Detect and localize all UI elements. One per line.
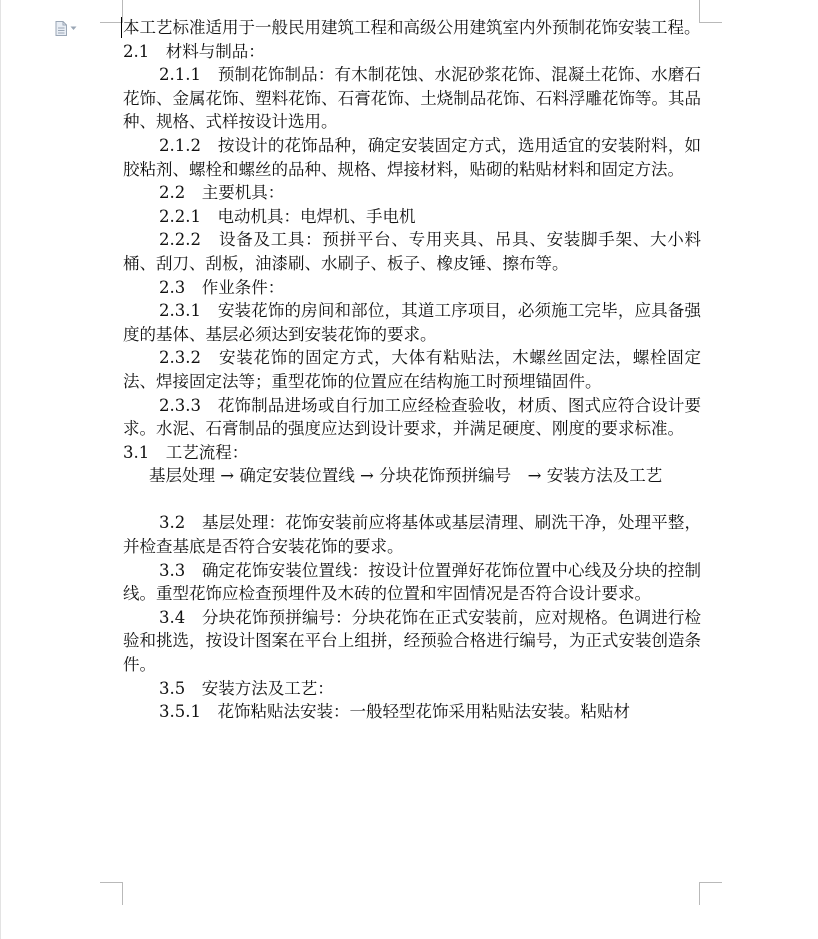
crop-mark-bottom-left <box>100 882 123 905</box>
crop-mark-top-left <box>100 0 123 23</box>
paragraph-2-1-2: 2.1.2 按设计的花饰品种，确定安装固定方式，选用适宜的安装附料，如胶粘剂、螺栓和螺丝的品种、规格、焊接材料，贴砌的粘贴材料和固定方法。 <box>123 135 701 179</box>
paragraph-2-2-1: 2.2.1 电动机具：电焊机、手电机 <box>159 206 416 226</box>
heading-3-5: 3.5 安装方法及工艺： <box>159 678 334 698</box>
document-body[interactable] <box>123 16 701 724</box>
paragraph-2-2-2: 2.2.2 设备及工具：预拼平台、专用夹具、吊具、安装脚手架、大小料桶、刮刀、刮板，油漆刷、水刷子、板子、橡皮锤、擦布等。 <box>123 230 701 273</box>
heading-2-2: 2.2 主要机具： <box>159 183 285 203</box>
paragraph-3-5-1: 3.5.1 花饰粘贴法安装：一般轻型花饰采用粘贴法安装。粘贴材 <box>159 702 630 722</box>
paragraph-style-menu[interactable] <box>55 20 85 36</box>
crop-mark-top-right <box>699 0 722 23</box>
document-icon <box>55 21 67 36</box>
heading-2-3: 2.3 作业条件： <box>159 277 285 297</box>
blank-line <box>123 488 701 512</box>
text-cursor <box>121 17 122 38</box>
crop-mark-bottom-right <box>699 882 722 905</box>
heading-2-1: 2.1 材料与制品： <box>123 41 265 61</box>
paragraph-2-1-1: 2.1.1 预制花饰制品：有木制花蚀、水泥砂浆花饰、混凝土花饰、水磨石花饰、金属花饰、塑料花饰、石膏花饰、土烧制品花饰、石料浮雕花饰等。其品种、规格、式样按设计选用。 <box>123 65 701 132</box>
paragraph-intro: 本工艺标准适用于一般民用建筑工程和高级公用建筑室内外预制花饰安装工程。 <box>123 18 701 37</box>
paragraph-2-3-1: 2.3.1 安装花饰的房间和部位，其道工序项目，必须施工完毕，应具备强度的基体、基层必须达到安装花饰的要求。 <box>123 301 701 344</box>
paragraph-3-2: 3.2 基层处理：花饰安装前应将基体或基层清理、刷洗干净，处理平整，并检查基底是否符合安装花饰的要求。 <box>123 513 701 557</box>
chevron-down-icon <box>70 26 77 31</box>
page-left-edge <box>0 0 1 939</box>
process-flow: 基层处理 → 确定安装位置线 → 分块花饰预拼编号 → 安装方法及工艺 <box>149 466 663 486</box>
paragraph-2-3-3: 2.3.3 花饰制品进场或自行加工应经检查验收，材质、图式应符合设计要求。水泥、石膏制品的强度应达到设计要求，并满足硬度、刚度的要求标准。 <box>123 395 701 439</box>
paragraph-2-3-2: 2.3.2 安装花饰的固定方式，大体有粘贴法，木螺丝固定法，螺栓固定法、焊接固定法等；重型花饰的位置应在结构施工时预埋锚固件。 <box>123 348 701 391</box>
heading-3-1: 3.1 工艺流程： <box>123 442 249 462</box>
paragraph-3-4: 3.4 分块花饰预拼编号：分块花饰在正式安装前，应对规格。色调进行检验和挑选，按设计图案在平台上组拼，经预验合格进行编号，为正式安装创造条件。 <box>123 607 701 675</box>
paragraph-3-3: 3.3 确定花饰安装位置线：按设计位置弹好花饰位置中心线及分块的控制线。重型花饰应检查预埋件及木砖的位置和牢固情况是否符合设计要求。 <box>123 560 701 604</box>
